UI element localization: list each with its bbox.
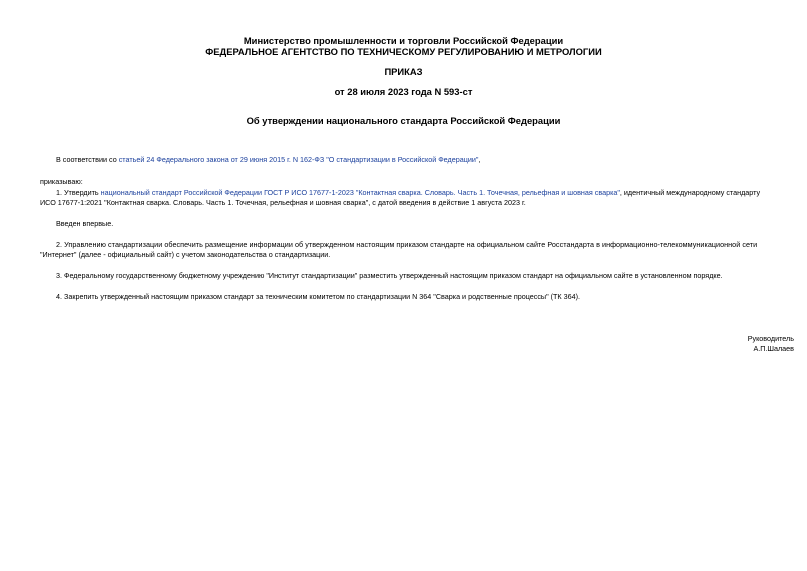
preamble-lead: В соответствии со [56,155,119,164]
order-word: приказываю: [40,177,83,186]
ministry-title: Министерство промышленности и торговли Российской Федерации [243,35,564,46]
item-4-paragraph: 4. Закрепить утвержденный настоящим приказом стандарт за техническим комитетом по стандартизации N 364 "Сварка и родственные процессы" (ТК 364). [56,292,580,301]
document-type: ПРИКАЗ [384,66,423,77]
federal-law-link[interactable]: статьей 24 Федерального закона от 29 июня 2015 г. N 162-ФЗ "О стандартизации в Российской Федерации" [118,155,479,164]
agency-title: ФЕДЕРАЛЬНОЕ АГЕНТСТВО ПО ТЕХНИЧЕСКОМУ РЕГУЛИРОВАНИЮ И МЕТРОЛОГИИ [205,46,602,57]
standard-link[interactable]: национальный стандарт Российской Федерации ГОСТ Р ИСО 17677-1-2023 "Контактная сварка. Словарь. Часть 1. Точечная, рельефная и шовная сварка" [100,188,620,197]
document-subject: Об утверждении национального стандарта Российской Федерации [246,115,561,126]
item-1-line-1 [56,188,760,198]
item-3-paragraph: 3. Федеральному государственному бюджетному учреждению "Институт стандартизации" разместить утвержденный настоящим приказом стандарт на официальном сайте в установленном порядке. [56,271,723,280]
item-1-lead: 1. Утвердить [56,188,101,197]
preamble-paragraph [56,155,480,165]
item-1-line-2: ИСО 17677-1:2021 "Контактная сварка. Словарь. Часть 1. Точечная, рельефная и шовная сварка", с датой введения в действие 1 августа 2023 г. [40,198,526,207]
item-1-tail: , идентичный международному стандарту [619,188,761,197]
document-date: от 28 июля 2023 года N 593-ст [334,86,473,97]
signature-name: А.П.Шалаев [753,344,794,353]
item-2-line-2: "Интернет" (далее - официальный сайт) с учетом законодательства о стандартизации. [40,250,331,259]
preamble-tail: , [478,155,481,164]
signature-title: Руководитель [747,334,794,343]
item-2-line-1: 2. Управлению стандартизации обеспечить размещение информации об утвержденном настоящим приказом стандарте на официальном сайте Росстандарта в информационно-телекоммуникационной сети [56,240,758,249]
introduced-note: Введен впервые. [56,219,114,228]
